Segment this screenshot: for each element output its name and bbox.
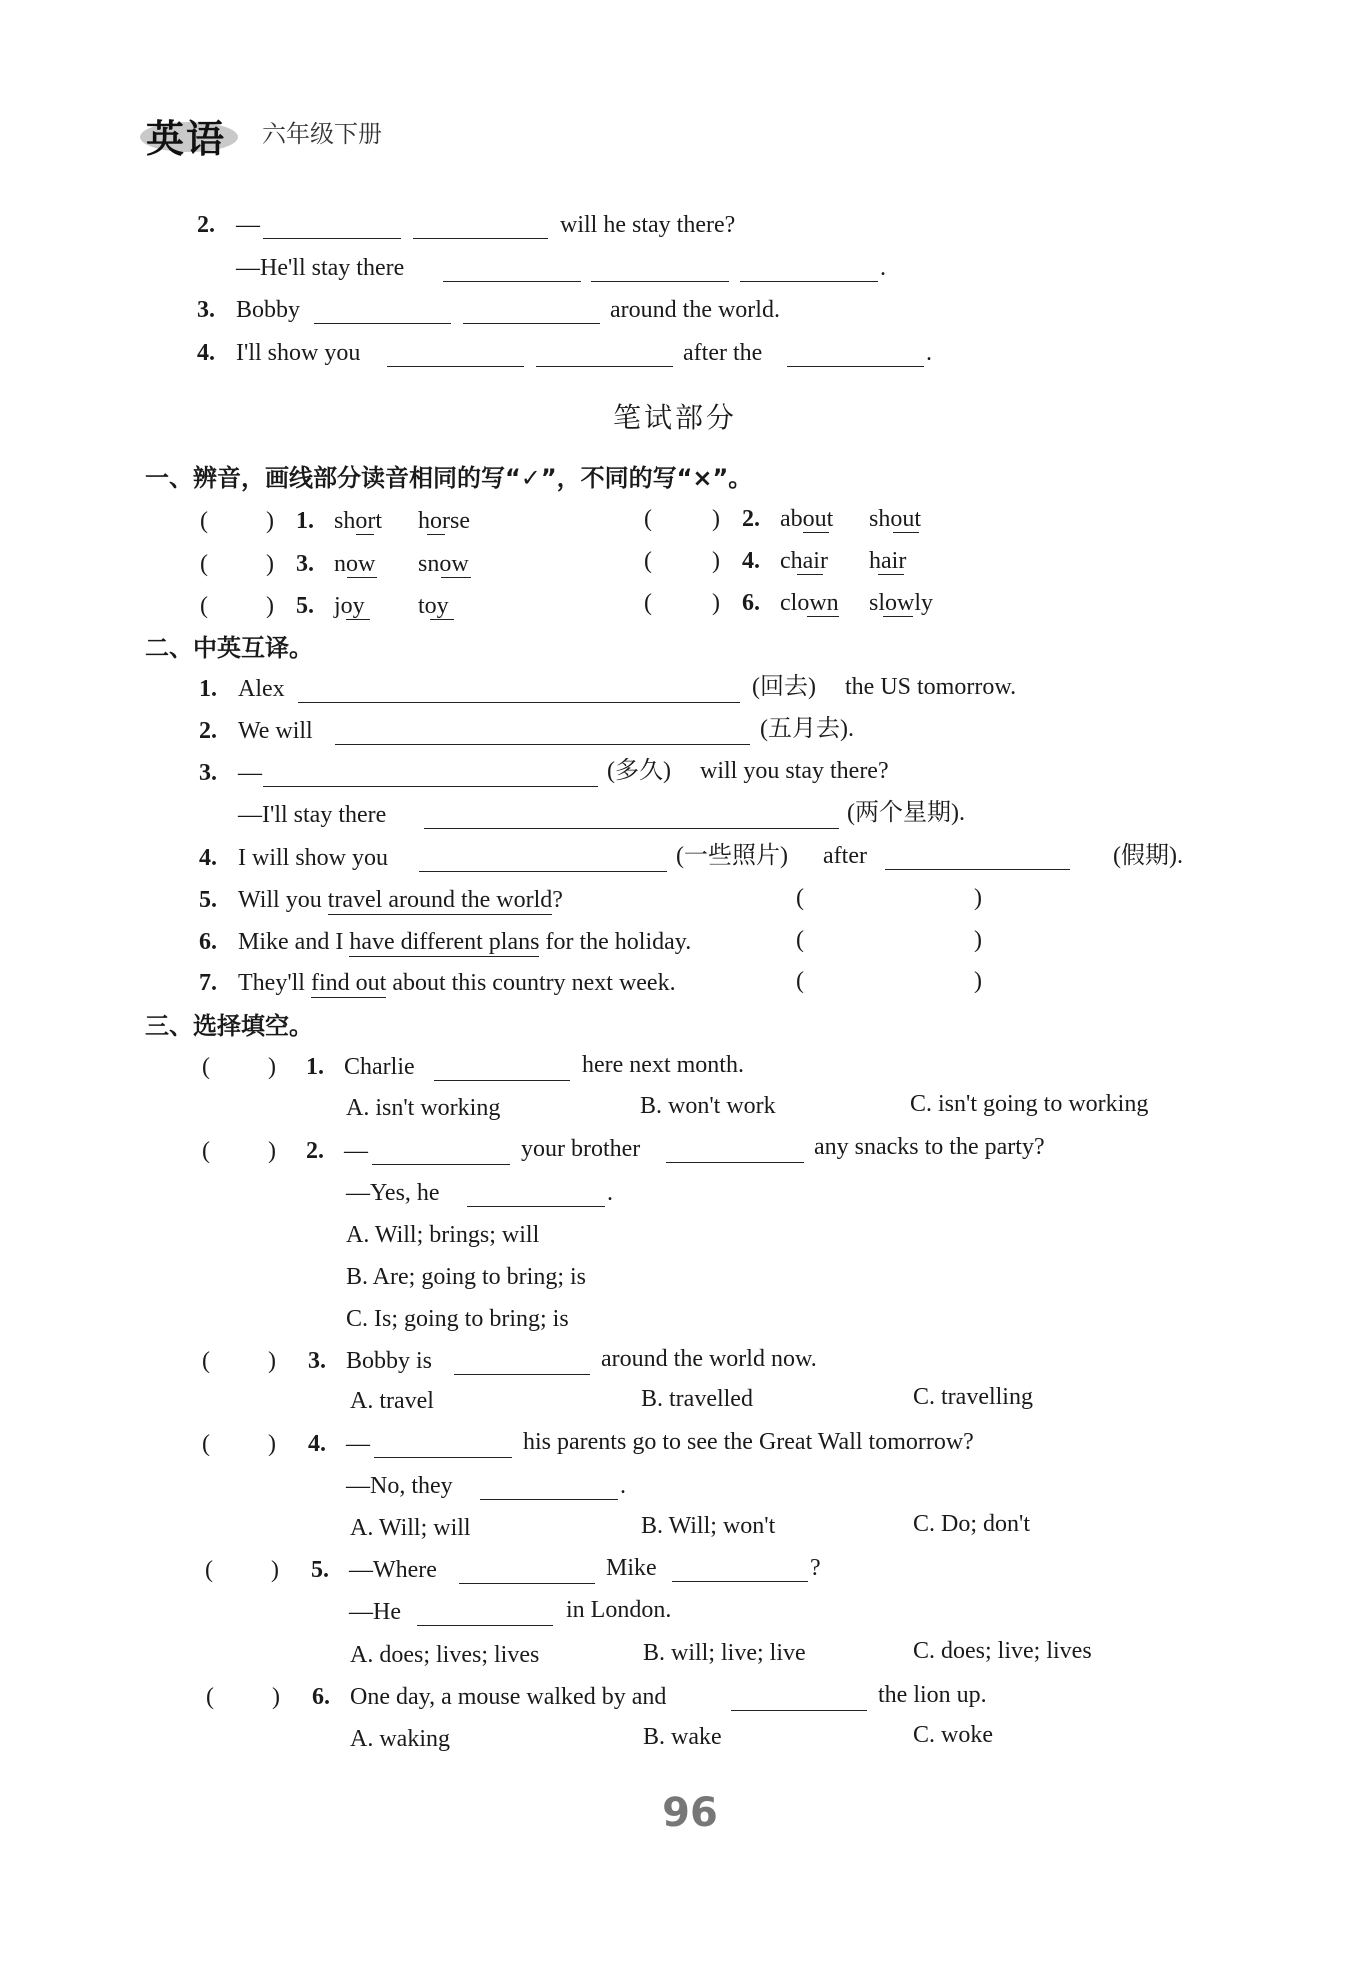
item-number: 5. xyxy=(296,593,314,619)
answer-bracket-close[interactable]: ) xyxy=(266,508,274,534)
sentence-end: will you stay there? xyxy=(700,758,889,784)
answer-blank[interactable] xyxy=(434,1080,570,1081)
answer-bracket-open[interactable]: ( xyxy=(200,551,208,577)
section-title: 三、选择填空。 xyxy=(145,1012,313,1040)
question-text: any snacks to the party? xyxy=(814,1134,1045,1160)
word: slowly xyxy=(869,590,934,616)
sound-underline xyxy=(803,532,829,533)
item-number: 7. xyxy=(199,970,217,996)
translate-sentence xyxy=(238,885,563,915)
answer-blank[interactable] xyxy=(372,1164,510,1165)
word: about xyxy=(780,506,834,532)
answer-bracket-close[interactable]: ) xyxy=(268,1348,276,1374)
answer-bracket-close[interactable]: ) xyxy=(271,1557,279,1583)
sentence-end: around the world. xyxy=(610,297,780,323)
answer-blank[interactable] xyxy=(591,281,729,282)
item-number: 6. xyxy=(199,929,217,955)
answer-bracket-open[interactable]: ( xyxy=(202,1348,210,1374)
option-b[interactable]: B. travelled xyxy=(641,1386,753,1412)
answer-bracket-close[interactable]: ) xyxy=(712,548,720,574)
sentence-start: I'll show you xyxy=(236,340,361,366)
answer-bracket-close[interactable]: ) xyxy=(712,590,720,616)
sentence-part: Mike and I xyxy=(238,929,344,955)
item-number: 2. xyxy=(306,1138,324,1164)
grade-subtitle: 六年级下册 xyxy=(262,120,382,148)
answer-bracket-close[interactable]: ) xyxy=(268,1138,276,1164)
translation-blank[interactable] xyxy=(424,828,839,829)
answer-blank[interactable] xyxy=(467,1206,605,1207)
answer-bracket-open[interactable]: ( xyxy=(644,506,652,532)
question-text: Charlie xyxy=(344,1054,415,1080)
translation-blank[interactable] xyxy=(885,869,1070,870)
item-number: 5. xyxy=(311,1557,329,1583)
option-a[interactable]: A. travel xyxy=(350,1388,434,1414)
sentence-start: We will xyxy=(238,718,313,744)
sound-underline xyxy=(346,619,370,620)
word: joy xyxy=(334,593,365,619)
item-number: 1. xyxy=(306,1054,324,1080)
underlined-phrase: travel around the world xyxy=(327,887,553,913)
option-a[interactable]: A. isn't working xyxy=(346,1095,501,1121)
answer-bracket-open[interactable]: ( xyxy=(200,593,208,619)
item-number: 4. xyxy=(199,845,217,871)
question-mark: ? xyxy=(810,1555,821,1581)
answer-blank[interactable] xyxy=(536,366,673,367)
dash: — xyxy=(238,760,262,786)
sound-underline xyxy=(427,534,445,535)
answer-blank[interactable] xyxy=(417,1625,553,1626)
question-text: One day, a mouse walked by and xyxy=(350,1684,667,1710)
item-number: 3. xyxy=(197,297,215,323)
item-number: 4. xyxy=(742,548,760,574)
logo-text: 英语 xyxy=(146,117,227,161)
answer-blank[interactable] xyxy=(731,1710,867,1711)
answer-bracket-close[interactable]: ) xyxy=(974,968,982,994)
sentence-part: They'll xyxy=(238,970,305,996)
question-text: your brother xyxy=(521,1136,641,1162)
question-text: around the world now. xyxy=(601,1346,817,1372)
underlined-phrase: find out xyxy=(310,970,387,996)
option-c[interactable]: C. does; live; lives xyxy=(913,1638,1092,1664)
question-text: the lion up. xyxy=(878,1682,987,1708)
question-text: will he stay there? xyxy=(560,212,736,238)
underlined-phrase: have different plans xyxy=(349,929,540,955)
sound-underline xyxy=(883,616,913,617)
answer-text: —No, they xyxy=(346,1473,453,1499)
written-part-title: 笔试部分 xyxy=(612,401,737,434)
option-b[interactable]: B. will; live; live xyxy=(643,1640,806,1666)
period: . xyxy=(880,255,886,281)
sentence-start: Bobby xyxy=(236,297,301,323)
answer-bracket-open[interactable]: ( xyxy=(644,548,652,574)
answer-bracket-open[interactable]: ( xyxy=(796,927,804,953)
page-number: 96 xyxy=(662,1790,718,1836)
option-c[interactable]: C. travelling xyxy=(913,1384,1033,1410)
answer-text: —Yes, he xyxy=(346,1180,440,1206)
chinese-hint: (五月去). xyxy=(760,716,854,742)
dash: — xyxy=(344,1138,368,1164)
answer-bracket-open[interactable]: ( xyxy=(202,1054,210,1080)
option-a[interactable]: A. does; lives; lives xyxy=(350,1642,540,1668)
sound-underline xyxy=(347,577,377,578)
question-text: here next month. xyxy=(582,1052,744,1078)
chinese-hint: (一些照片) xyxy=(676,843,788,869)
answer-blank[interactable] xyxy=(263,238,401,239)
answer-blank[interactable] xyxy=(672,1581,808,1582)
sentence-middle: after the xyxy=(683,340,763,366)
period: . xyxy=(620,1473,626,1499)
answer-blank[interactable] xyxy=(666,1162,804,1163)
period: . xyxy=(926,340,932,366)
sound-underline xyxy=(797,574,823,575)
question-text: —Where xyxy=(349,1557,437,1583)
period: . xyxy=(607,1180,613,1206)
option-a[interactable]: A. Will; will xyxy=(350,1515,471,1541)
item-number: 2. xyxy=(742,506,760,532)
chinese-hint: (两个星期). xyxy=(847,800,965,826)
sentence-start: I will show you xyxy=(238,845,388,871)
item-number: 1. xyxy=(296,508,314,534)
chinese-hint: (回去) xyxy=(752,674,816,700)
answer-bracket-open[interactable]: ( xyxy=(205,1557,213,1583)
sound-underline xyxy=(807,616,839,617)
question-text: Bobby is xyxy=(346,1348,433,1374)
answer-bracket-open[interactable]: ( xyxy=(206,1684,214,1710)
answer-text: —I'll stay there xyxy=(238,802,387,828)
item-number: 6. xyxy=(312,1684,330,1710)
item-number: 3. xyxy=(296,551,314,577)
item-number: 2. xyxy=(197,212,215,238)
option-a[interactable]: A. waking xyxy=(350,1726,450,1752)
option-b[interactable]: B. won't work xyxy=(640,1093,776,1119)
answer-text: —He xyxy=(349,1599,401,1625)
answer-bracket-open[interactable]: ( xyxy=(796,968,804,994)
answer-blank[interactable] xyxy=(443,281,581,282)
answer-bracket-close[interactable]: ) xyxy=(266,593,274,619)
sentence-part: about this country next week. xyxy=(392,970,676,996)
answer-bracket-close[interactable]: ) xyxy=(272,1684,280,1710)
answer-bracket-open[interactable]: ( xyxy=(644,590,652,616)
option-c[interactable]: C. woke xyxy=(913,1722,993,1748)
option-a[interactable]: A. Will; brings; will xyxy=(346,1222,540,1248)
translation-blank[interactable] xyxy=(298,702,740,703)
answer-bracket-close[interactable]: ) xyxy=(268,1054,276,1080)
word: chair xyxy=(780,548,828,574)
item-number: 4. xyxy=(197,340,215,366)
word: hair xyxy=(869,548,907,574)
answer-blank[interactable] xyxy=(740,281,878,282)
translate-sentence xyxy=(238,968,676,998)
answer-blank[interactable] xyxy=(480,1499,618,1500)
item-number: 3. xyxy=(199,760,217,786)
answer-bracket-close[interactable]: ) xyxy=(266,551,274,577)
answer-bracket-close[interactable]: ) xyxy=(268,1431,276,1457)
sound-underline xyxy=(430,619,454,620)
sentence-part: ? xyxy=(552,887,563,913)
item-number: 5. xyxy=(199,887,217,913)
answer-text: —He'll stay there xyxy=(236,255,405,281)
item-number: 1. xyxy=(199,676,217,702)
option-b[interactable]: B. Are; going to bring; is xyxy=(346,1264,586,1290)
chinese-hint: (多久) xyxy=(607,758,671,784)
word: toy xyxy=(418,593,449,619)
section-title: 二、中英互译。 xyxy=(145,634,313,662)
word: short xyxy=(334,508,382,534)
answer-text: in London. xyxy=(566,1597,672,1623)
item-number: 3. xyxy=(308,1348,326,1374)
section-title: 一、辨音，画线部分读音相同的写“✓”，不同的写“×”。 xyxy=(145,464,753,492)
answer-blank[interactable] xyxy=(387,366,524,367)
option-b[interactable]: B. wake xyxy=(643,1724,722,1750)
answer-blank[interactable] xyxy=(413,238,548,239)
translation-blank[interactable] xyxy=(335,744,750,745)
word: snow xyxy=(418,551,469,577)
answer-blank[interactable] xyxy=(374,1457,512,1458)
translation-blank[interactable] xyxy=(419,871,667,872)
answer-bracket-open[interactable]: ( xyxy=(202,1431,210,1457)
sound-underline xyxy=(878,574,904,575)
option-c[interactable]: C. Do; don't xyxy=(913,1511,1030,1537)
word: now xyxy=(334,551,376,577)
option-c[interactable]: C. Is; going to bring; is xyxy=(346,1306,569,1332)
answer-bracket-close[interactable]: ) xyxy=(974,885,982,911)
sound-underline xyxy=(356,534,374,535)
translate-sentence xyxy=(238,927,691,957)
dash: — xyxy=(346,1431,370,1457)
chinese-hint: (假期). xyxy=(1113,843,1183,869)
answer-bracket-open[interactable]: ( xyxy=(202,1138,210,1164)
answer-bracket-open[interactable]: ( xyxy=(200,508,208,534)
item-number: 6. xyxy=(742,590,760,616)
question-text: his parents go to see the Great Wall tomorrow? xyxy=(523,1429,974,1455)
answer-blank[interactable] xyxy=(314,323,451,324)
translation-blank[interactable] xyxy=(263,786,598,787)
dash: — xyxy=(236,212,260,238)
answer-blank[interactable] xyxy=(454,1374,590,1375)
question-text: Mike xyxy=(606,1555,657,1581)
answer-blank[interactable] xyxy=(787,366,924,367)
word: clown xyxy=(780,590,839,616)
word: shout xyxy=(869,506,922,532)
answer-bracket-close[interactable]: ) xyxy=(712,506,720,532)
answer-blank[interactable] xyxy=(463,323,600,324)
sentence-part: for the holiday. xyxy=(545,929,692,955)
answer-blank[interactable] xyxy=(459,1583,595,1584)
word: horse xyxy=(418,508,470,534)
answer-bracket-open[interactable]: ( xyxy=(796,885,804,911)
option-b[interactable]: B. Will; won't xyxy=(641,1513,776,1539)
sound-underline xyxy=(893,532,919,533)
answer-bracket-close[interactable]: ) xyxy=(974,927,982,953)
sentence-middle: after xyxy=(823,843,867,869)
item-number: 4. xyxy=(308,1431,326,1457)
subject-logo xyxy=(140,108,240,161)
sentence-end: the US tomorrow. xyxy=(845,674,1017,700)
sentence-part: Will you xyxy=(238,887,322,913)
sound-underline xyxy=(441,577,471,578)
sentence-start: Alex xyxy=(238,676,285,702)
option-c[interactable]: C. isn't going to working xyxy=(910,1091,1149,1117)
item-number: 2. xyxy=(199,718,217,744)
